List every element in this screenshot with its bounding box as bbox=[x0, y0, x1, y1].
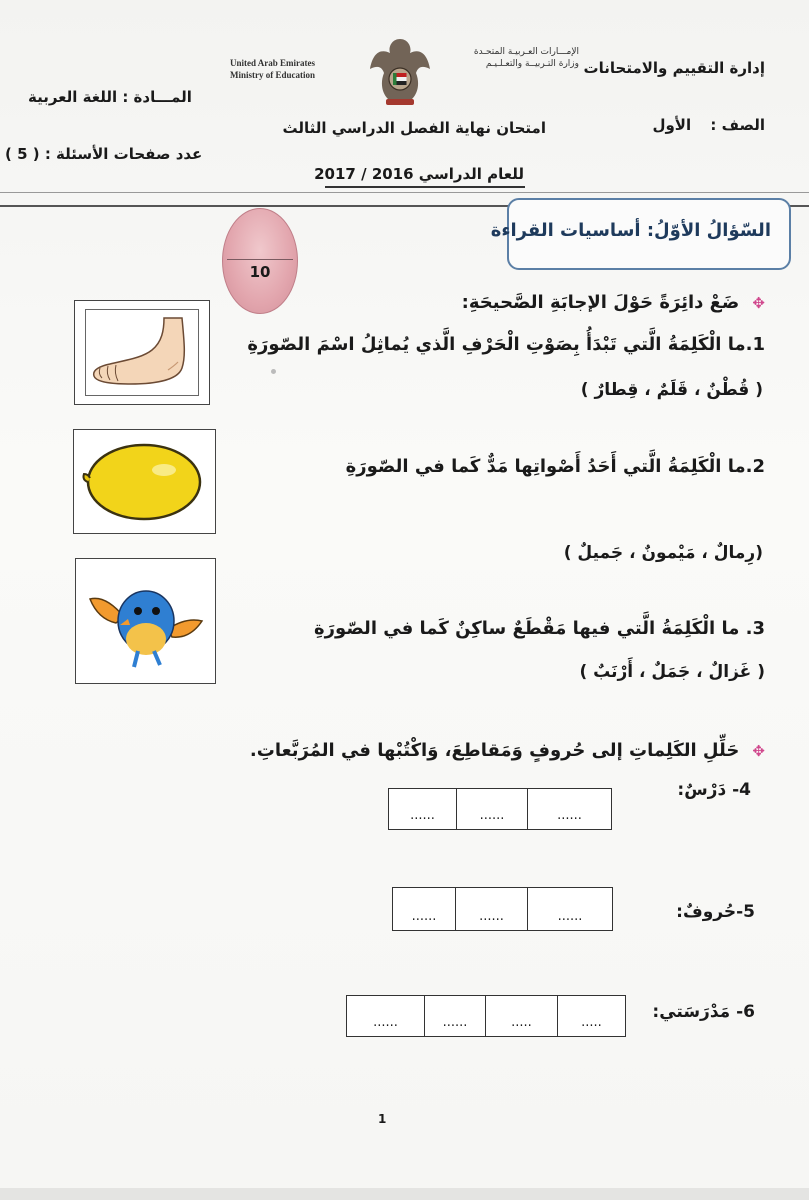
section-title-box bbox=[490, 198, 791, 270]
bullet-icon: ✥ bbox=[752, 742, 765, 760]
year-underline bbox=[325, 186, 525, 188]
score-oval bbox=[222, 208, 298, 314]
bird-image bbox=[75, 558, 216, 684]
grade-label: الصف : bbox=[710, 116, 765, 134]
question-4-label: 4- دَرْسٌ: bbox=[677, 780, 751, 800]
ministry-en bbox=[230, 57, 315, 81]
answer-cell[interactable]: ...... bbox=[411, 909, 437, 924]
score-divider bbox=[227, 259, 293, 260]
answer-cell[interactable]: ...... bbox=[373, 1015, 398, 1030]
org-en-line2: Ministry of Education bbox=[230, 70, 316, 80]
answer-grid-4 bbox=[388, 788, 612, 830]
answer-cell[interactable]: ...... bbox=[455, 888, 527, 930]
question-3-text: 3. ما الْكَلِمَةُ الَّتي فيها مَقْطَعٌ ساكِنٌ كَما في الصّورَةِ bbox=[314, 618, 765, 639]
instruction-circle bbox=[462, 292, 765, 313]
foot-image-frame bbox=[85, 309, 199, 396]
ministry-ar bbox=[474, 46, 579, 70]
instruction-1-text: ضَعْ دائِرَةً حَوْلَ الإجابَةِ الصَّحيحَةِ: bbox=[461, 292, 740, 313]
answer-cell[interactable]: ...... bbox=[456, 789, 527, 829]
org-ar-line2: وزارة التـربيــة والتعـلـيـم bbox=[485, 59, 579, 69]
exam-title: امتحان نهاية الفصل الدراسي الثالث bbox=[282, 119, 546, 137]
page-bottom-edge bbox=[0, 1188, 809, 1200]
speck-dot bbox=[271, 369, 276, 374]
org-ar-line1: الإمـــارات العـربيـة المتحـدة bbox=[473, 47, 579, 57]
answer-cell[interactable]: ...... bbox=[527, 789, 611, 829]
answer-cell[interactable]: ..... bbox=[557, 996, 625, 1036]
question-1-options: ( قُطْنٌ ، قَلَمٌ ، قِطارٌ ) bbox=[580, 380, 763, 400]
bullet-icon: ✥ bbox=[752, 294, 765, 312]
grade-value: الأول bbox=[652, 116, 692, 134]
answer-grid-5 bbox=[392, 887, 613, 931]
question-6-label: 6- مَدْرَسَتي: bbox=[652, 1002, 755, 1022]
foot-image bbox=[74, 300, 210, 405]
pages-count: عدد صفحات الأسئلة : ( 5 ) bbox=[5, 145, 203, 163]
department-title: إدارة التقييم والامتحانات bbox=[583, 59, 765, 77]
org-en-line1: United Arab Emirates bbox=[230, 58, 315, 68]
answer-grid-6 bbox=[346, 995, 626, 1037]
answer-cell[interactable]: ..... bbox=[485, 996, 557, 1036]
answer-cell[interactable]: ...... bbox=[527, 888, 612, 930]
emblem-logo bbox=[368, 33, 432, 113]
question-3-options: ( غَزالٌ ، جَمَلٌ ، أَرْنَبٌ ) bbox=[579, 662, 765, 682]
header-divider-top bbox=[0, 192, 809, 193]
page-number: 1 bbox=[378, 1112, 387, 1126]
lemon-image bbox=[73, 429, 216, 534]
section-title: السّؤالُ الأوّلُ: أساسيات القراءة bbox=[490, 220, 771, 241]
grade-line bbox=[652, 116, 765, 134]
answer-cell[interactable]: ...... bbox=[424, 996, 485, 1036]
answer-cell[interactable]: ...... bbox=[410, 808, 435, 823]
question-2-text: 2.ما الْكَلِمَةُ الَّتي أَحَدُ أَصْواتِها مَدٌّ كَما في الصّورَةِ bbox=[345, 456, 765, 477]
question-2-options: (رِمالٌ ، مَيْمونٌ ، جَميلٌ ) bbox=[563, 543, 763, 563]
subject-label: المـــادة : اللغة العربية bbox=[28, 88, 192, 106]
instruction-2-text: حَلِّلِ الكَلِماتِ إلى حُروفٍ وَمَقاطِعَ، وَاكْتُبْها في المُرَبَّعاتِ. bbox=[249, 740, 740, 761]
instruction-analyze bbox=[250, 740, 765, 761]
question-5-label: 5-حُروفٌ: bbox=[676, 902, 755, 922]
academic-year: للعام الدراسي 2016 / 2017 bbox=[314, 165, 524, 183]
score-value: 10 bbox=[249, 263, 271, 281]
question-1-text: 1.ما الْكَلِمَةُ الَّتي تَبْدَأُ بِصَوْتِ الْحَرْفِ الَّذي يُماثِلُ اسْمَ الصّورَةِ bbox=[247, 334, 765, 355]
